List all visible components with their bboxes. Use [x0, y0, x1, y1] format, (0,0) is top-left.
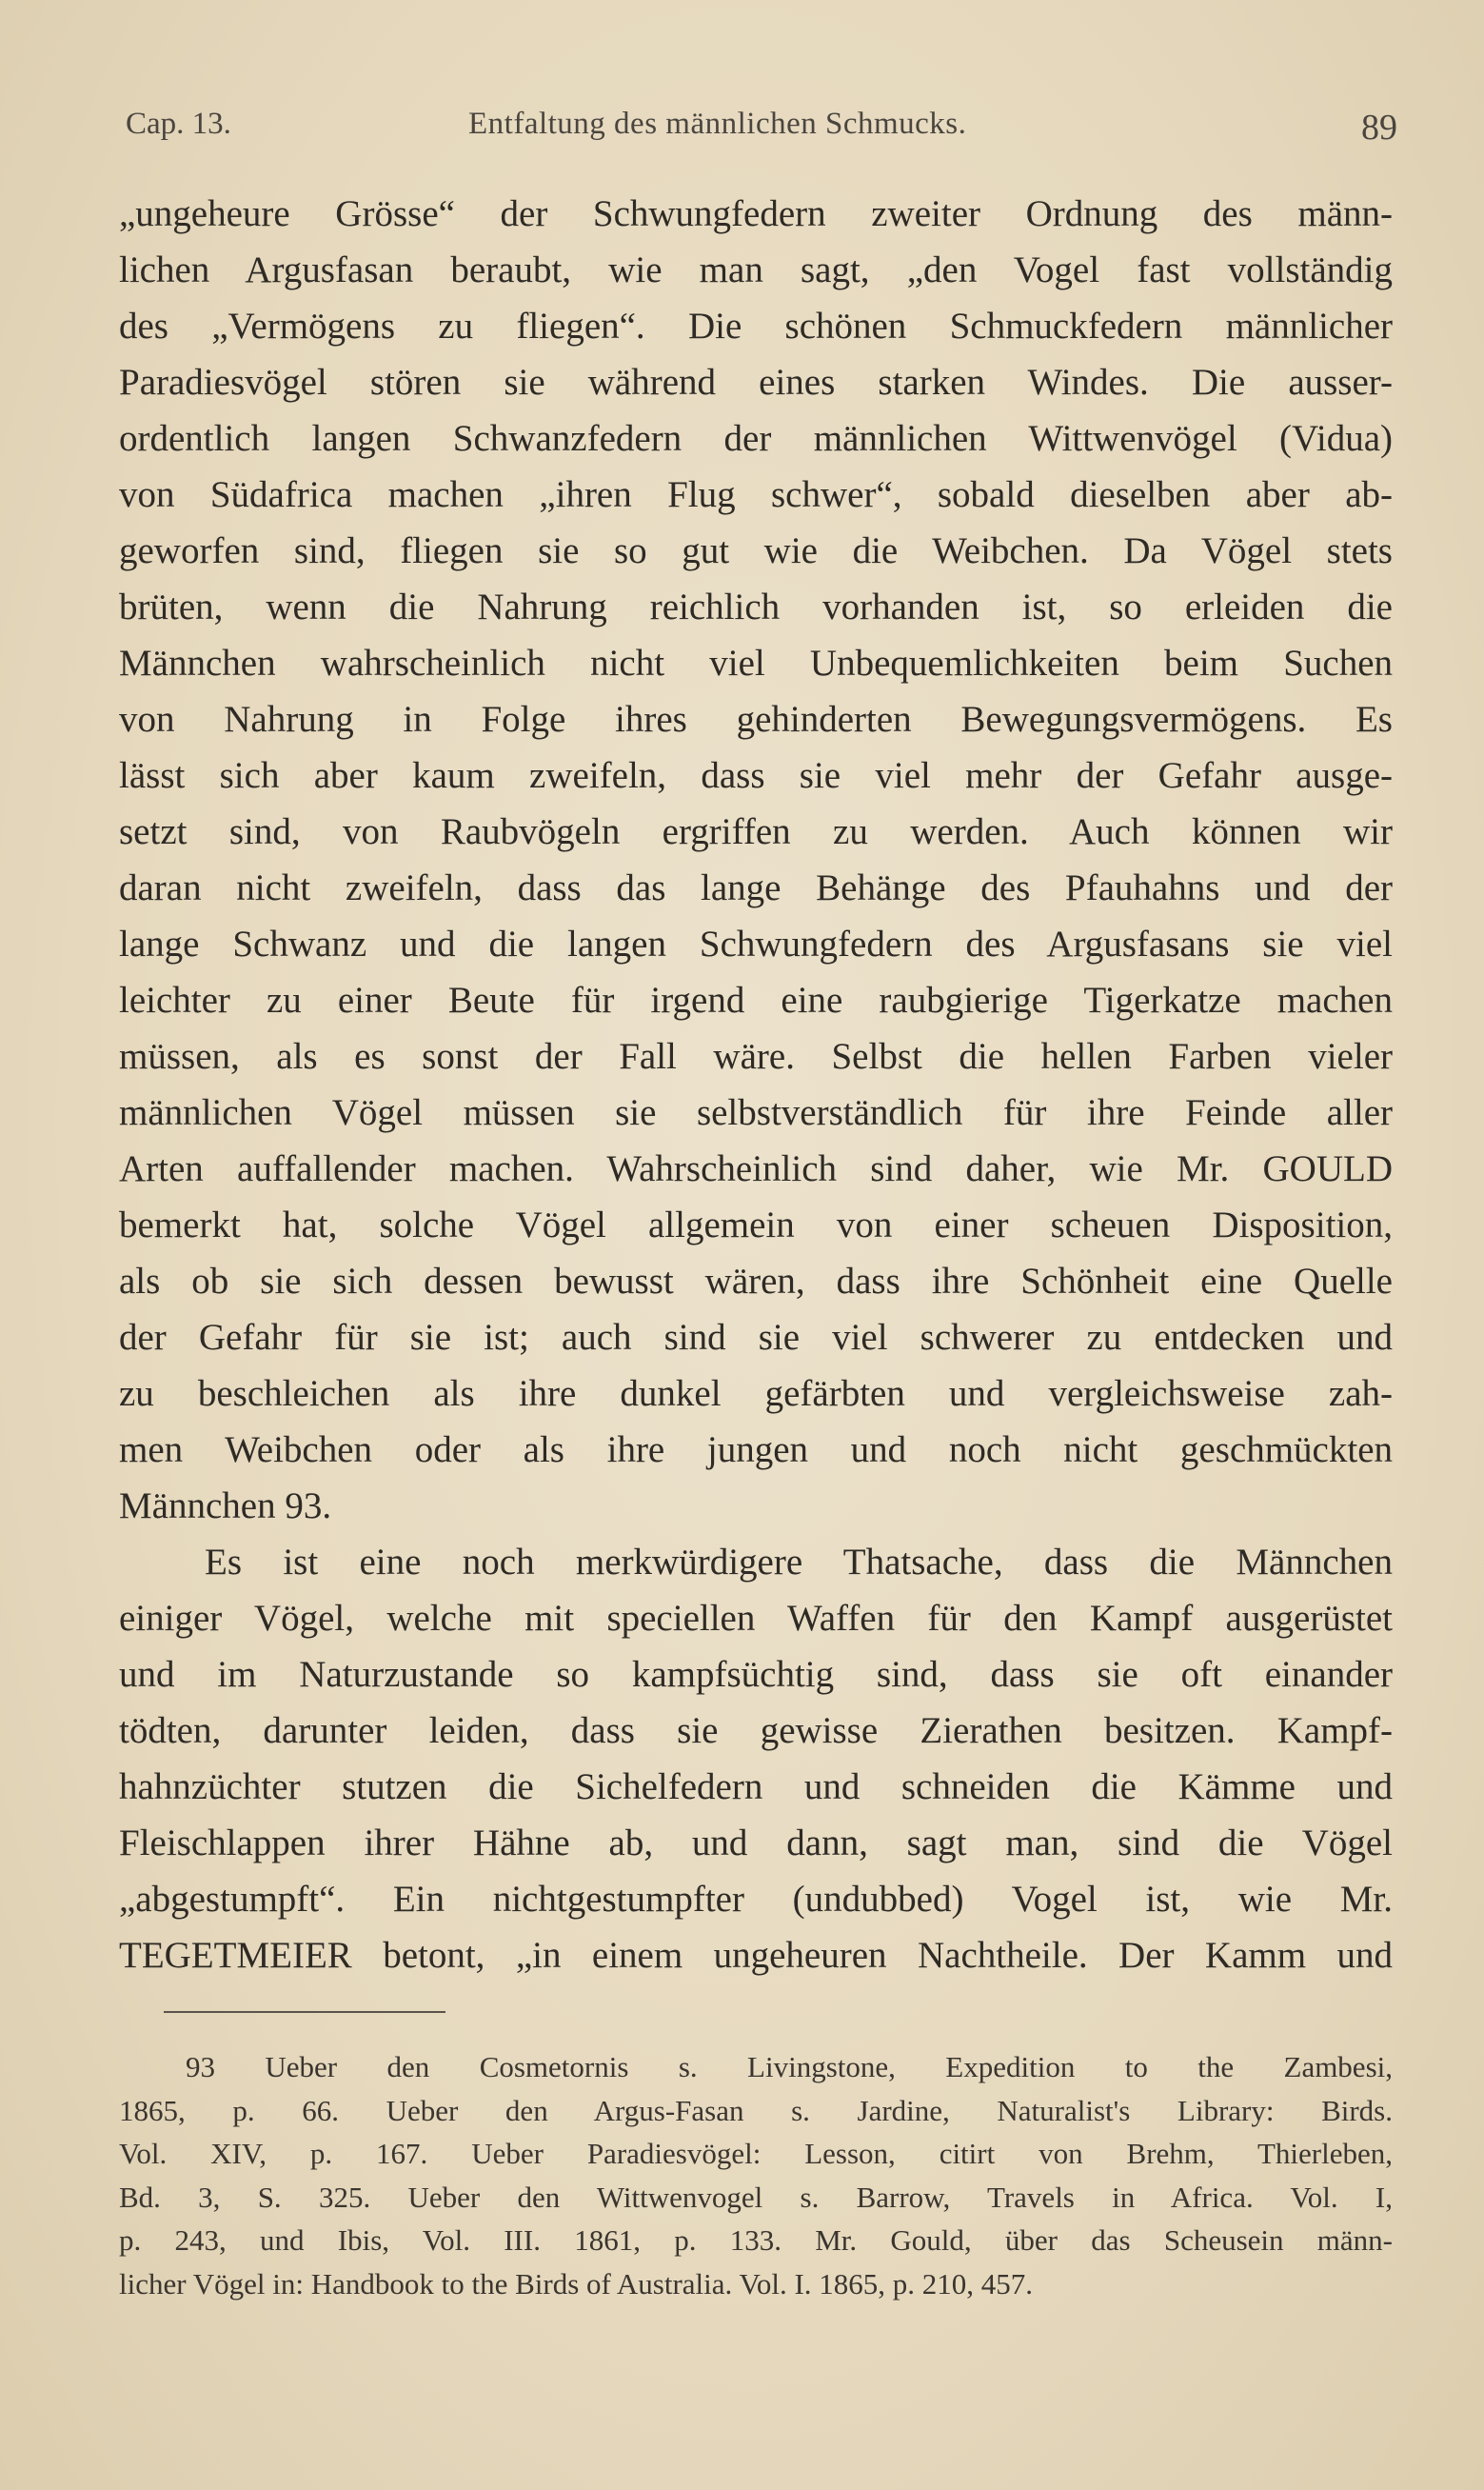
text-line: Paradiesvögel stören sie während eines starken Windes. Die ausser- [119, 362, 1393, 403]
text-line: Männchen 93. [119, 1485, 332, 1526]
text-line: setzt sind, von Raubvögeln ergriffen zu werden. Auch können wir [119, 811, 1393, 852]
text-line: bemerkt hat, solche Vögel allgemein von einer scheuen Disposition, [119, 1205, 1393, 1245]
text-line: von Südafrica machen „ihren Flug schwer“, sobald dieselben aber ab- [119, 474, 1393, 515]
text-line: Es ist eine noch merkwürdigere Thatsache, dass die Männchen [205, 1542, 1393, 1583]
body-text [119, 186, 1393, 1983]
text-line: und im Naturzustande so kampfsüchtig sind, dass sie oft einander [119, 1654, 1393, 1695]
text-line: tödten, darunter leiden, dass sie gewisse Zierathen besitzen. Kampf- [119, 1710, 1393, 1751]
text-line: lange Schwanz und die langen Schwungfedern des Argusfasans sie viel [119, 924, 1393, 965]
running-title: Entfaltung des männlichen Schmucks. [468, 107, 967, 141]
text-line: hahnzüchter stutzen die Sichelfedern und schneiden die Kämme und [119, 1766, 1393, 1807]
text-line: von Nahrung in Folge ihres gehinderten Bewegungsvermögens. Es [119, 699, 1393, 740]
text-line: TEGETMEIER betont, „in einem ungeheuren Nachtheile. Der Kamm und [119, 1935, 1393, 1976]
text-line: männlichen Vögel müssen sie selbstverständlich für ihre Feinde aller [119, 1092, 1393, 1133]
text-line: Männchen wahrscheinlich nicht viel Unbequemlichkeiten beim Suchen [119, 643, 1393, 684]
text-line: brüten, wenn die Nahrung reichlich vorhanden ist, so erleiden die [119, 587, 1393, 627]
page-number: 89 [1361, 108, 1397, 148]
text-line: einiger Vögel, welche mit speciellen Waffen für den Kampf ausgerüstet [119, 1598, 1393, 1639]
text-line: lässt sich aber kaum zweifeln, dass sie viel mehr der Gefahr ausge- [119, 755, 1393, 796]
footnote-line: Vol. XIV, p. 167. Ueber Paradiesvögel: Lesson, citirt von Brehm, Thierleben, [119, 2137, 1393, 2170]
text-line: leichter zu einer Beute für irgend eine raubgierige Tigerkatze machen [119, 980, 1393, 1021]
chapter-label: Cap. 13. [126, 107, 231, 141]
text-line: geworfen sind, fliegen sie so gut wie die Weibchen. Da Vögel stets [119, 530, 1393, 571]
text-line: zu beschleichen als ihre dunkel gefärbten und vergleichsweise zah- [119, 1373, 1393, 1414]
footnote-line: 93 Ueber den Cosmetornis s. Livingstone, Expedition to the Zambesi, [186, 2050, 1393, 2083]
text-line: „abgestumpft“. Ein nichtgestumpfter (undubbed) Vogel ist, wie Mr. [119, 1879, 1393, 1920]
footnote-divider [164, 2011, 445, 2013]
footnotes [119, 2045, 1393, 2305]
text-line: ordentlich langen Schwanzfedern der männlichen Wittwenvögel (Vidua) [119, 418, 1393, 459]
text-line: des „Vermögens zu fliegen“. Die schönen Schmuckfedern männlicher [119, 306, 1393, 347]
text-line: men Weibchen oder als ihre jungen und noch nicht geschmückten [119, 1429, 1393, 1470]
text-line: als ob sie sich dessen bewusst wären, dass ihre Schönheit eine Quelle [119, 1261, 1393, 1302]
footnote-line: 1865, p. 66. Ueber den Argus-Fasan s. Jardine, Naturalist's Library: Birds. [119, 2093, 1393, 2127]
text-line: lichen Argusfasan beraubt, wie man sagt, „den Vogel fast vollständig [119, 249, 1393, 290]
text-line: daran nicht zweifeln, dass das lange Behänge des Pfauhahns und der [119, 867, 1393, 908]
footnote-line: licher Vögel in: Handbook to the Birds of Australia. Vol. I. 1865, p. 210, 457. [119, 2266, 1034, 2301]
text-line: „ungeheure Grösse“ der Schwungfedern zweiter Ordnung des männ- [119, 193, 1393, 234]
footnote-line: p. 243, und Ibis, Vol. III. 1861, p. 133. Mr. Gould, über das Scheusein männ- [119, 2223, 1393, 2257]
text-line: der Gefahr für sie ist; auch sind sie viel schwerer zu entdecken und [119, 1317, 1393, 1358]
text-line: Arten auffallender machen. Wahrscheinlich sind daher, wie Mr. GOULD [119, 1148, 1393, 1189]
text-line: müssen, als es sonst der Fall wäre. Selbst die hellen Farben vieler [119, 1036, 1393, 1077]
footnote-line: Bd. 3, S. 325. Ueber den Wittwenvogel s. Barrow, Travels in Africa. Vol. I, [119, 2180, 1393, 2214]
text-line: Fleischlappen ihrer Hähne ab, und dann, sagt man, sind die Vögel [119, 1823, 1393, 1863]
running-header [126, 107, 1397, 154]
